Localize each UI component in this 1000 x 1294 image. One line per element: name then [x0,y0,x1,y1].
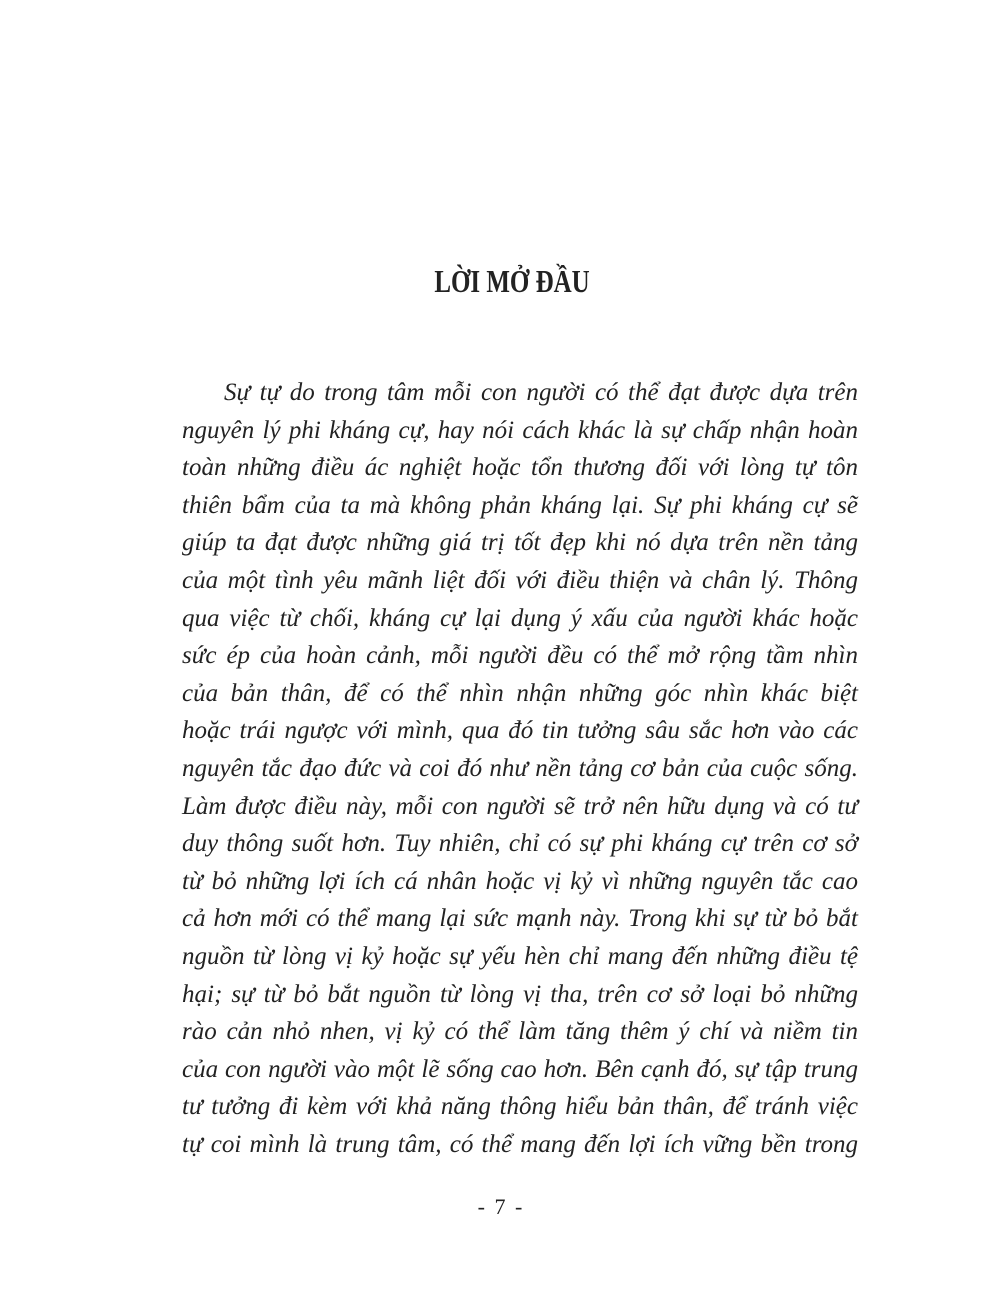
body-line: sức ép của hoàn cảnh, mỗi người đều có thể mở rộng tầm nhìn [182,642,858,670]
body-line: của một tình yêu mãnh liệt đối với điều thiện và chân lý. Thông [182,566,858,594]
body-line: thiên bẩm của ta mà không phản kháng lại. Sự phi kháng cự sẽ [182,491,858,519]
chapter-title: LỜI MỞ ĐẦU [434,263,590,299]
body-line: hoặc trái ngược với mình, qua đó tin tưởng sâu sắc hơn vào các [182,717,858,745]
body-line: duy thông suốt hơn. Tuy nhiên, chỉ có sự phi kháng cự trên cơ sở [182,830,858,858]
body-line: rào cản nhỏ nhen, vị kỷ có thể làm tăng thêm ý chí và niềm tin [182,1018,858,1046]
body-paragraph [182,374,858,1163]
body-line: toàn những điều ác nghiệt hoặc tổn thương đối với lòng tự tôn [182,454,858,482]
body-line: tư tưởng đi kèm với khả năng thông hiểu bản thân, để tránh việc [182,1093,858,1121]
body-line: từ bỏ những lợi ích cá nhân hoặc vị kỷ vì những nguyên tắc cao [182,867,858,895]
body-line: giúp ta đạt được những giá trị tốt đẹp khi nó dựa trên nền tảng [182,529,858,557]
body-line: Làm được điều này, mỗi con người sẽ trở nên hữu dụng và có tư [182,792,858,820]
body-line: qua việc từ chối, kháng cự lại dụng ý xấu của người khác hoặc [182,604,858,632]
body-line: nguyên lý phi kháng cự, hay nói cách khác là sự chấp nhận hoàn [182,416,858,444]
page-number: - 7 - [477,1194,523,1219]
body-line: tự coi mình là trung tâm, có thể mang đến lợi ích vững bền trong [182,1130,858,1158]
body-line: của bản thân, để có thể nhìn nhận những góc nhìn khác biệt [182,679,858,707]
body-line: Sự tự do trong tâm mỗi con người có thể đạt được dựa trên [224,379,858,406]
body-line: hại; sự từ bỏ bắt nguồn từ lòng vị tha, trên cơ sở loại bỏ những [182,980,858,1008]
body-line: của con người vào một lẽ sống cao hơn. Bên cạnh đó, sự tập trung [182,1055,858,1083]
body-line: cả hơn mới có thể mang lại sức mạnh này. Trong khi sự từ bỏ bắt [182,905,858,933]
body-line: nguồn từ lòng vị kỷ hoặc sự yếu hèn chỉ mang đến những điều tệ [182,942,858,970]
body-line: nguyên tắc đạo đức và coi đó như nền tảng cơ bản của cuộc sống. [182,754,858,782]
